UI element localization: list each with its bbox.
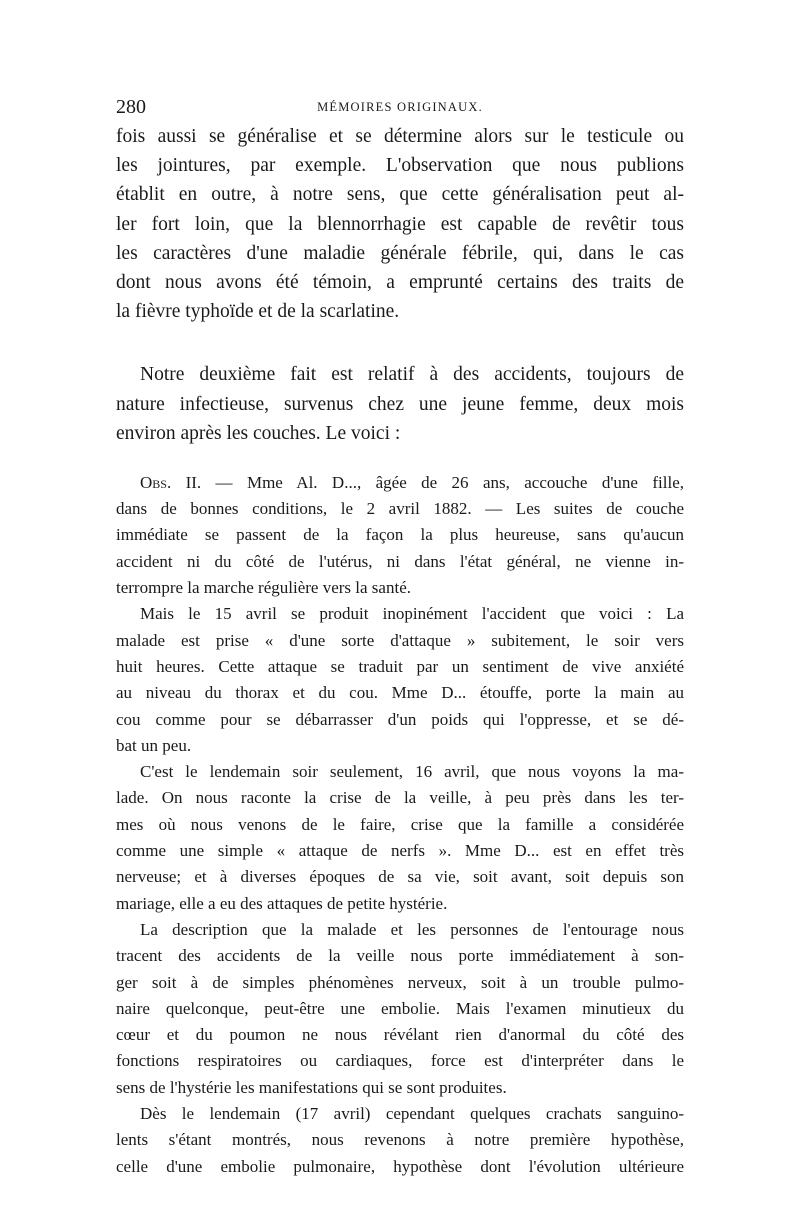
text-line: lade. On nous raconte la crise de la veille, à peu près dans les ter- — [116, 788, 684, 808]
text-line: La description que la malade et les personnes de l'entourage nous — [140, 919, 684, 939]
text-line: C'est le lendemain soir seulement, 16 avril, que nous voyons la ma- — [140, 762, 684, 782]
text-line: accident ni du côté de l'utérus, ni dans l'état général, ne vienne in- — [116, 551, 684, 571]
text-line: ler fort loin, que la blennorrhagie est capable de revêtir tous — [116, 213, 684, 235]
text-line: au niveau du thorax et du cou. Mme D... étouffe, porte la main au — [116, 683, 684, 703]
text-line: mes où nous venons de le faire, crise que la famille a considérée — [116, 814, 684, 834]
paragraph-1 — [116, 122, 684, 326]
text-line: celle d'une embolie pulmonaire, hypothèse dont l'évolution ultérieure — [116, 1156, 684, 1176]
text-line: ger soit à de simples phénomènes nerveux, soit à un trouble pulmo- — [116, 972, 684, 992]
text-line: dont nous avons été témoin, a emprunté certains des traits de — [116, 271, 684, 293]
text-line: les jointures, par exemple. L'observation que nous publions — [116, 155, 684, 177]
text-line — [116, 470, 684, 496]
text-line: naire quelconque, peut-être une embolie. Mais l'examen minutieux du — [116, 998, 684, 1018]
text-line: cou comme pour se débarrasser d'un poids qui l'oppresse, et se dé- — [116, 709, 684, 729]
text-line: fois aussi se généralise et se détermine alors sur le testicule ou — [116, 126, 684, 147]
text-line: fonctions respiratoires ou cardiaques, force est d'interpréter dans le — [116, 1051, 684, 1071]
observation-block — [116, 470, 684, 1180]
text-line: environ après les couches. Le voici : — [116, 422, 401, 444]
text-line: cœur et du poumon ne nous révélant rien d'anormal du côté des — [116, 1025, 684, 1045]
text-line: tracent des accidents de la veille nous porte immédiatement à son- — [116, 946, 684, 966]
text-line: huit heures. Cette attaque se traduit par un sentiment de vive anxiété — [116, 656, 684, 676]
text-line: lents s'étant montrés, nous revenons à notre première hypothèse, — [116, 1130, 684, 1150]
text-line: immédiate se passent de la façon la plus heureuse, sans qu'aucun — [116, 525, 684, 545]
text-line: les caractères d'une maladie générale fébrile, qui, dans le cas — [116, 242, 684, 264]
book-page — [116, 92, 684, 1180]
text-line: Mais le 15 avril se produit inopinément l'accident que voici : La — [140, 604, 684, 624]
text-line: sens de l'hystérie les manifestations qui se sont produites. — [116, 1077, 507, 1097]
text-line: établit en outre, à notre sens, que cette généralisation peut al- — [116, 184, 684, 206]
text-line: comme une simple « attaque de nerfs ». Mme D... est en effet très — [116, 841, 684, 861]
page-number: 280 — [116, 96, 146, 118]
text-line: Dès le lendemain (17 avril) cependant quelques crachats sanguino- — [140, 1104, 684, 1123]
text-line: malade est prise « d'une sorte d'attaque » subitement, le soir vers — [116, 630, 684, 650]
text-line: la fièvre typhoïde et de la scarlatine. — [116, 301, 400, 323]
text-line: Notre deuxième fait est relatif à des accidents, toujours de — [140, 364, 684, 386]
observation-text: Mme Al. D..., âgée de 26 ans, accouche d'une fille, — [246, 472, 684, 492]
text-line: terrompre la marche régulière vers la santé. — [116, 578, 411, 598]
observation-label: Obs. II. — — [140, 472, 233, 492]
text-line: mariage, elle a eu des attaques de petite hystérie. — [116, 893, 448, 913]
running-head — [116, 92, 684, 122]
text-line: dans de bonnes conditions, le 2 avril 1882. — Les suites de couche — [116, 499, 684, 519]
text-line: nerveuse; et à diverses époques de sa vie, soit avant, soit depuis son — [116, 867, 684, 887]
text-line: nature infectieuse, survenus chez une jeune femme, deux mois — [116, 393, 684, 415]
text-line: bat un peu. — [116, 735, 192, 755]
paragraph-2 — [116, 360, 684, 448]
running-title: MÉMOIRES ORIGINAUX. — [317, 100, 483, 114]
